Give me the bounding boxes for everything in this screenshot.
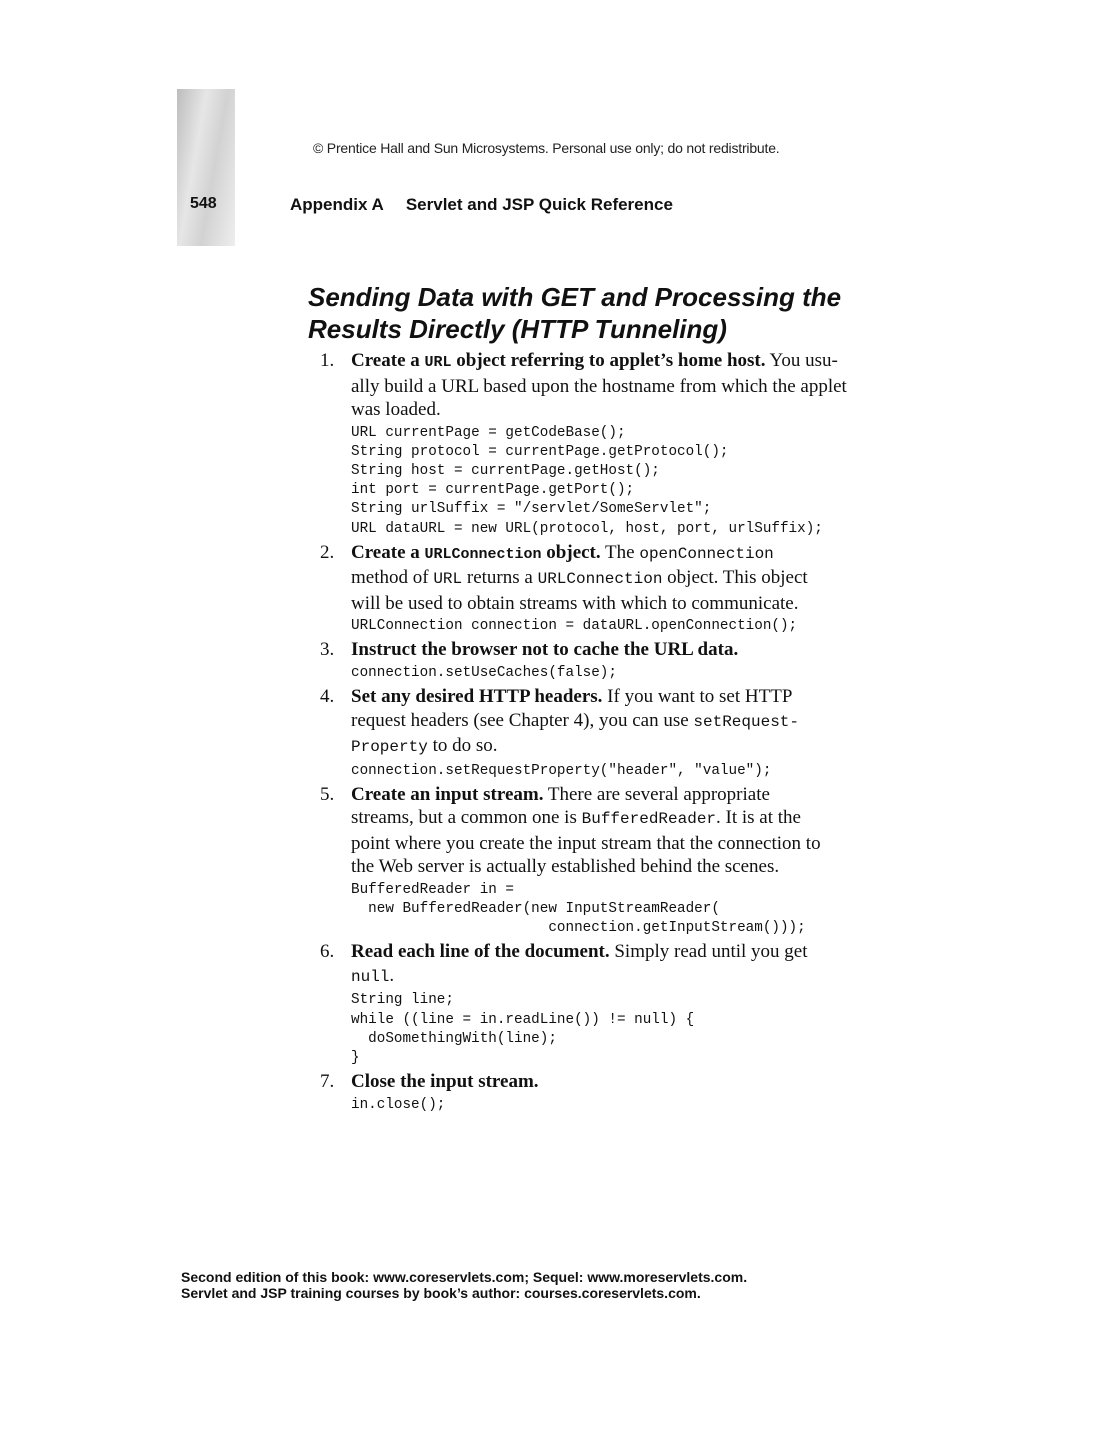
step-text xyxy=(351,783,880,879)
step-body: point where you create the input stream that the connection to xyxy=(351,832,821,854)
code-block: String line; while ((line = in.readLine()) != null) { doSomethingWith(line); } xyxy=(351,992,695,1067)
step-body: streams, but a common one is xyxy=(351,807,582,829)
step-title: Set any desired HTTP headers. xyxy=(351,686,603,708)
step-text xyxy=(351,349,880,422)
code-block: URL currentPage = getCodeBase(); String protocol = currentPage.getProtocol(); String host = currentPage.getHost(); int port = currentPage.getPort(); String urlSuffix = "/servlet/SomeServlet"; URL dataURL = new URL(protocol, host, port, urlSuffix); xyxy=(351,424,823,537)
footer-line: Servlet and JSP training courses by book’s author: courses.coreservlets.com. xyxy=(181,1285,701,1301)
code-block: in.close(); xyxy=(351,1096,446,1113)
code-block: connection.setUseCaches(false); xyxy=(351,664,617,681)
step-5 xyxy=(320,783,880,939)
step-title-text: Create a xyxy=(351,541,425,563)
step-title-text: object referring to applet’s home host. xyxy=(451,350,766,371)
inline-code: URL xyxy=(424,354,452,371)
step-title xyxy=(351,542,601,563)
running-head-section: Servlet and JSP Quick Reference xyxy=(405,195,673,214)
step-body: returns a xyxy=(462,567,538,589)
step-number: 4. xyxy=(320,686,335,708)
code-block: BufferedReader in = new BufferedReader(new InputStreamReader( connection.getInputStream())); xyxy=(351,881,806,937)
step-number: 1. xyxy=(320,350,335,371)
step-1 xyxy=(320,349,880,539)
step-7 xyxy=(320,1070,880,1115)
step-body: object. This object xyxy=(662,567,808,589)
step-body: the Web server is actually established behind the scenes. xyxy=(351,856,780,878)
inline-code: setRequest- xyxy=(693,712,800,731)
step-number: 2. xyxy=(320,541,335,563)
step-number: 6. xyxy=(320,941,335,963)
step-body: There are several appropriate xyxy=(543,783,770,805)
step-4 xyxy=(320,685,880,781)
page-edge-tab xyxy=(177,89,235,246)
step-text xyxy=(351,638,880,662)
step-body: to do so. xyxy=(427,735,498,757)
code-block: connection.setRequestProperty("header", "value"); xyxy=(351,762,772,779)
step-6 xyxy=(320,940,880,1068)
inline-code: openConnection xyxy=(639,544,774,563)
step-title xyxy=(351,350,766,371)
step-text xyxy=(351,1070,880,1094)
step-title: Instruct the browser not to cache the URL data. xyxy=(351,639,739,661)
step-3 xyxy=(320,638,880,683)
step-title: Read each line of the document. xyxy=(351,941,610,963)
section-heading-line1: Sending Data with GET and Processing the xyxy=(308,282,842,312)
step-text xyxy=(351,541,880,616)
inline-code: Property xyxy=(351,738,428,757)
code-block: URLConnection connection = dataURL.openConnection(); xyxy=(351,618,798,635)
step-body: was loaded. xyxy=(351,399,441,420)
step-body: . xyxy=(389,964,395,986)
step-number: 5. xyxy=(320,783,335,805)
step-body: If you want to set HTTP xyxy=(602,686,793,708)
step-body: Simply read until you get xyxy=(609,941,808,963)
inline-code: URL xyxy=(433,570,463,589)
inline-code: URLConnection xyxy=(424,545,542,563)
step-number: 3. xyxy=(320,639,335,661)
running-head xyxy=(290,195,673,215)
inline-code: URLConnection xyxy=(537,570,663,589)
step-title-text: Create a xyxy=(351,350,425,371)
step-title: Close the input stream. xyxy=(351,1071,539,1093)
step-title-text: object. xyxy=(541,541,601,563)
step-body: request headers (see Chapter 4), you can use xyxy=(351,709,694,731)
section-heading-line2: Results Directly (HTTP Tunneling) xyxy=(308,314,727,344)
step-number: 7. xyxy=(320,1071,335,1093)
inline-code: BufferedReader xyxy=(581,810,717,829)
step-body: The xyxy=(600,541,640,563)
step-text xyxy=(351,685,880,760)
footer xyxy=(181,1269,747,1301)
step-body: You usu- xyxy=(765,350,838,371)
step-text xyxy=(351,940,880,989)
step-title: Create an input stream. xyxy=(351,783,544,805)
steps-list xyxy=(320,349,880,1117)
inline-code: null xyxy=(351,967,390,986)
step-body: ally build a URL based upon the hostname from which the applet xyxy=(351,375,847,397)
step-body: will be used to obtain streams with which to communicate. xyxy=(351,592,799,614)
copyright-notice: © Prentice Hall and Sun Microsystems. Personal use only; do not redistribute. xyxy=(313,140,780,156)
page-number: 548 xyxy=(190,195,217,212)
section-heading xyxy=(308,281,908,345)
step-body: method of xyxy=(351,567,434,589)
running-head-chapter: Appendix A xyxy=(290,195,384,214)
footer-line: Second edition of this book: www.coreservlets.com; Sequel: www.moreservlets.com. xyxy=(181,1269,748,1285)
step-2 xyxy=(320,541,880,637)
step-body: . It is at the xyxy=(716,807,801,829)
